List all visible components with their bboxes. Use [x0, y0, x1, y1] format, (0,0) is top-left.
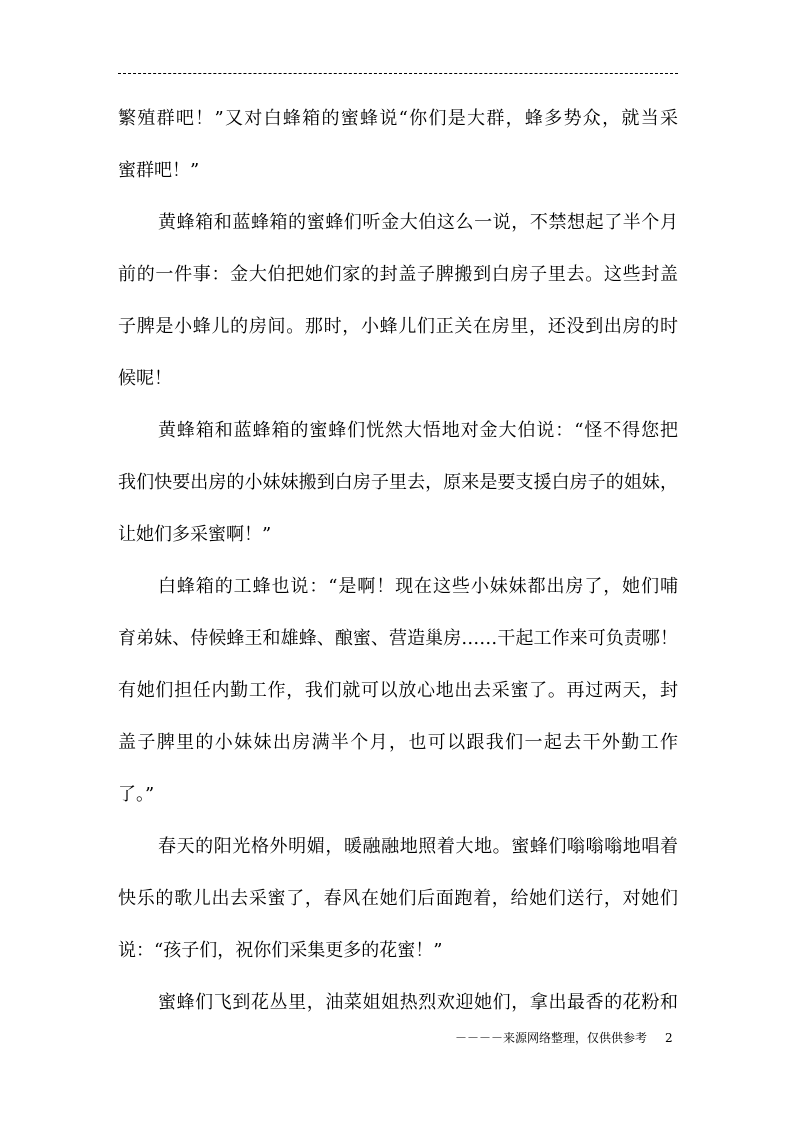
text-line: 快乐的歌儿出去采蜜了，春风在她们后面跑着，给她们送行，对她们 — [118, 888, 678, 909]
text-line: 白蜂箱的工蜂也说：“是啊！现在这些小妹妹都出房了，她们哺 — [158, 576, 678, 597]
text-line: 我们快要出房的小妹妹搬到白房子里去，原来是要支援白房子的姐妹， — [118, 472, 678, 493]
text-line: 春天的阳光格外明媚，暖融融地照着大地。蜜蜂们嗡嗡嗡地唱着 — [158, 836, 678, 857]
text-line: 候呢！ — [118, 368, 172, 389]
page-number: 2 — [665, 1031, 673, 1045]
text-line: 育弟妹、侍候蜂王和雄蜂、酿蜜、营造巢房……干起工作来可负责哪！ — [118, 628, 678, 649]
text-line: 蜜蜂们飞到花丛里，油菜姐姐热烈欢迎她们，拿出最香的花粉和 — [158, 992, 678, 1013]
text-line: 说：“孩子们，祝你们采集更多的花蜜！” — [118, 940, 443, 961]
text-line: 让她们多采蜜啊！” — [118, 524, 272, 545]
text-line: 繁殖群吧！”又对白蜂箱的蜜蜂说“你们是大群，蜂多势众，就当采 — [118, 108, 678, 129]
text-line: 了。” — [118, 784, 155, 805]
page-footer — [455, 1030, 673, 1046]
text-line: 子脾是小蜂儿的房间。那时，小蜂儿们正关在房里，还没到出房的时 — [118, 316, 678, 337]
text-line: 有她们担任内勤工作，我们就可以放心地出去采蜜了。再过两天，封 — [118, 680, 678, 701]
document-body — [118, 100, 678, 1036]
footer-source-note: －－－－来源网络整理，仅供供参考 — [455, 1031, 648, 1045]
text-line: 盖子脾里的小妹妹出房满半个月，也可以跟我们一起去干外勤工作 — [118, 732, 678, 753]
text-line: 前的一件事：金大伯把她们家的封盖子脾搬到白房子里去。这些封盖 — [118, 264, 678, 285]
header-dashed-rule — [118, 73, 678, 74]
text-line: 黄蜂箱和蓝蜂箱的蜜蜂们听金大伯这么一说，不禁想起了半个月 — [158, 212, 678, 233]
text-line: 黄蜂箱和蓝蜂箱的蜜蜂们恍然大悟地对金大伯说：“怪不得您把 — [158, 420, 678, 441]
text-line: 蜜群吧！” — [118, 160, 200, 181]
